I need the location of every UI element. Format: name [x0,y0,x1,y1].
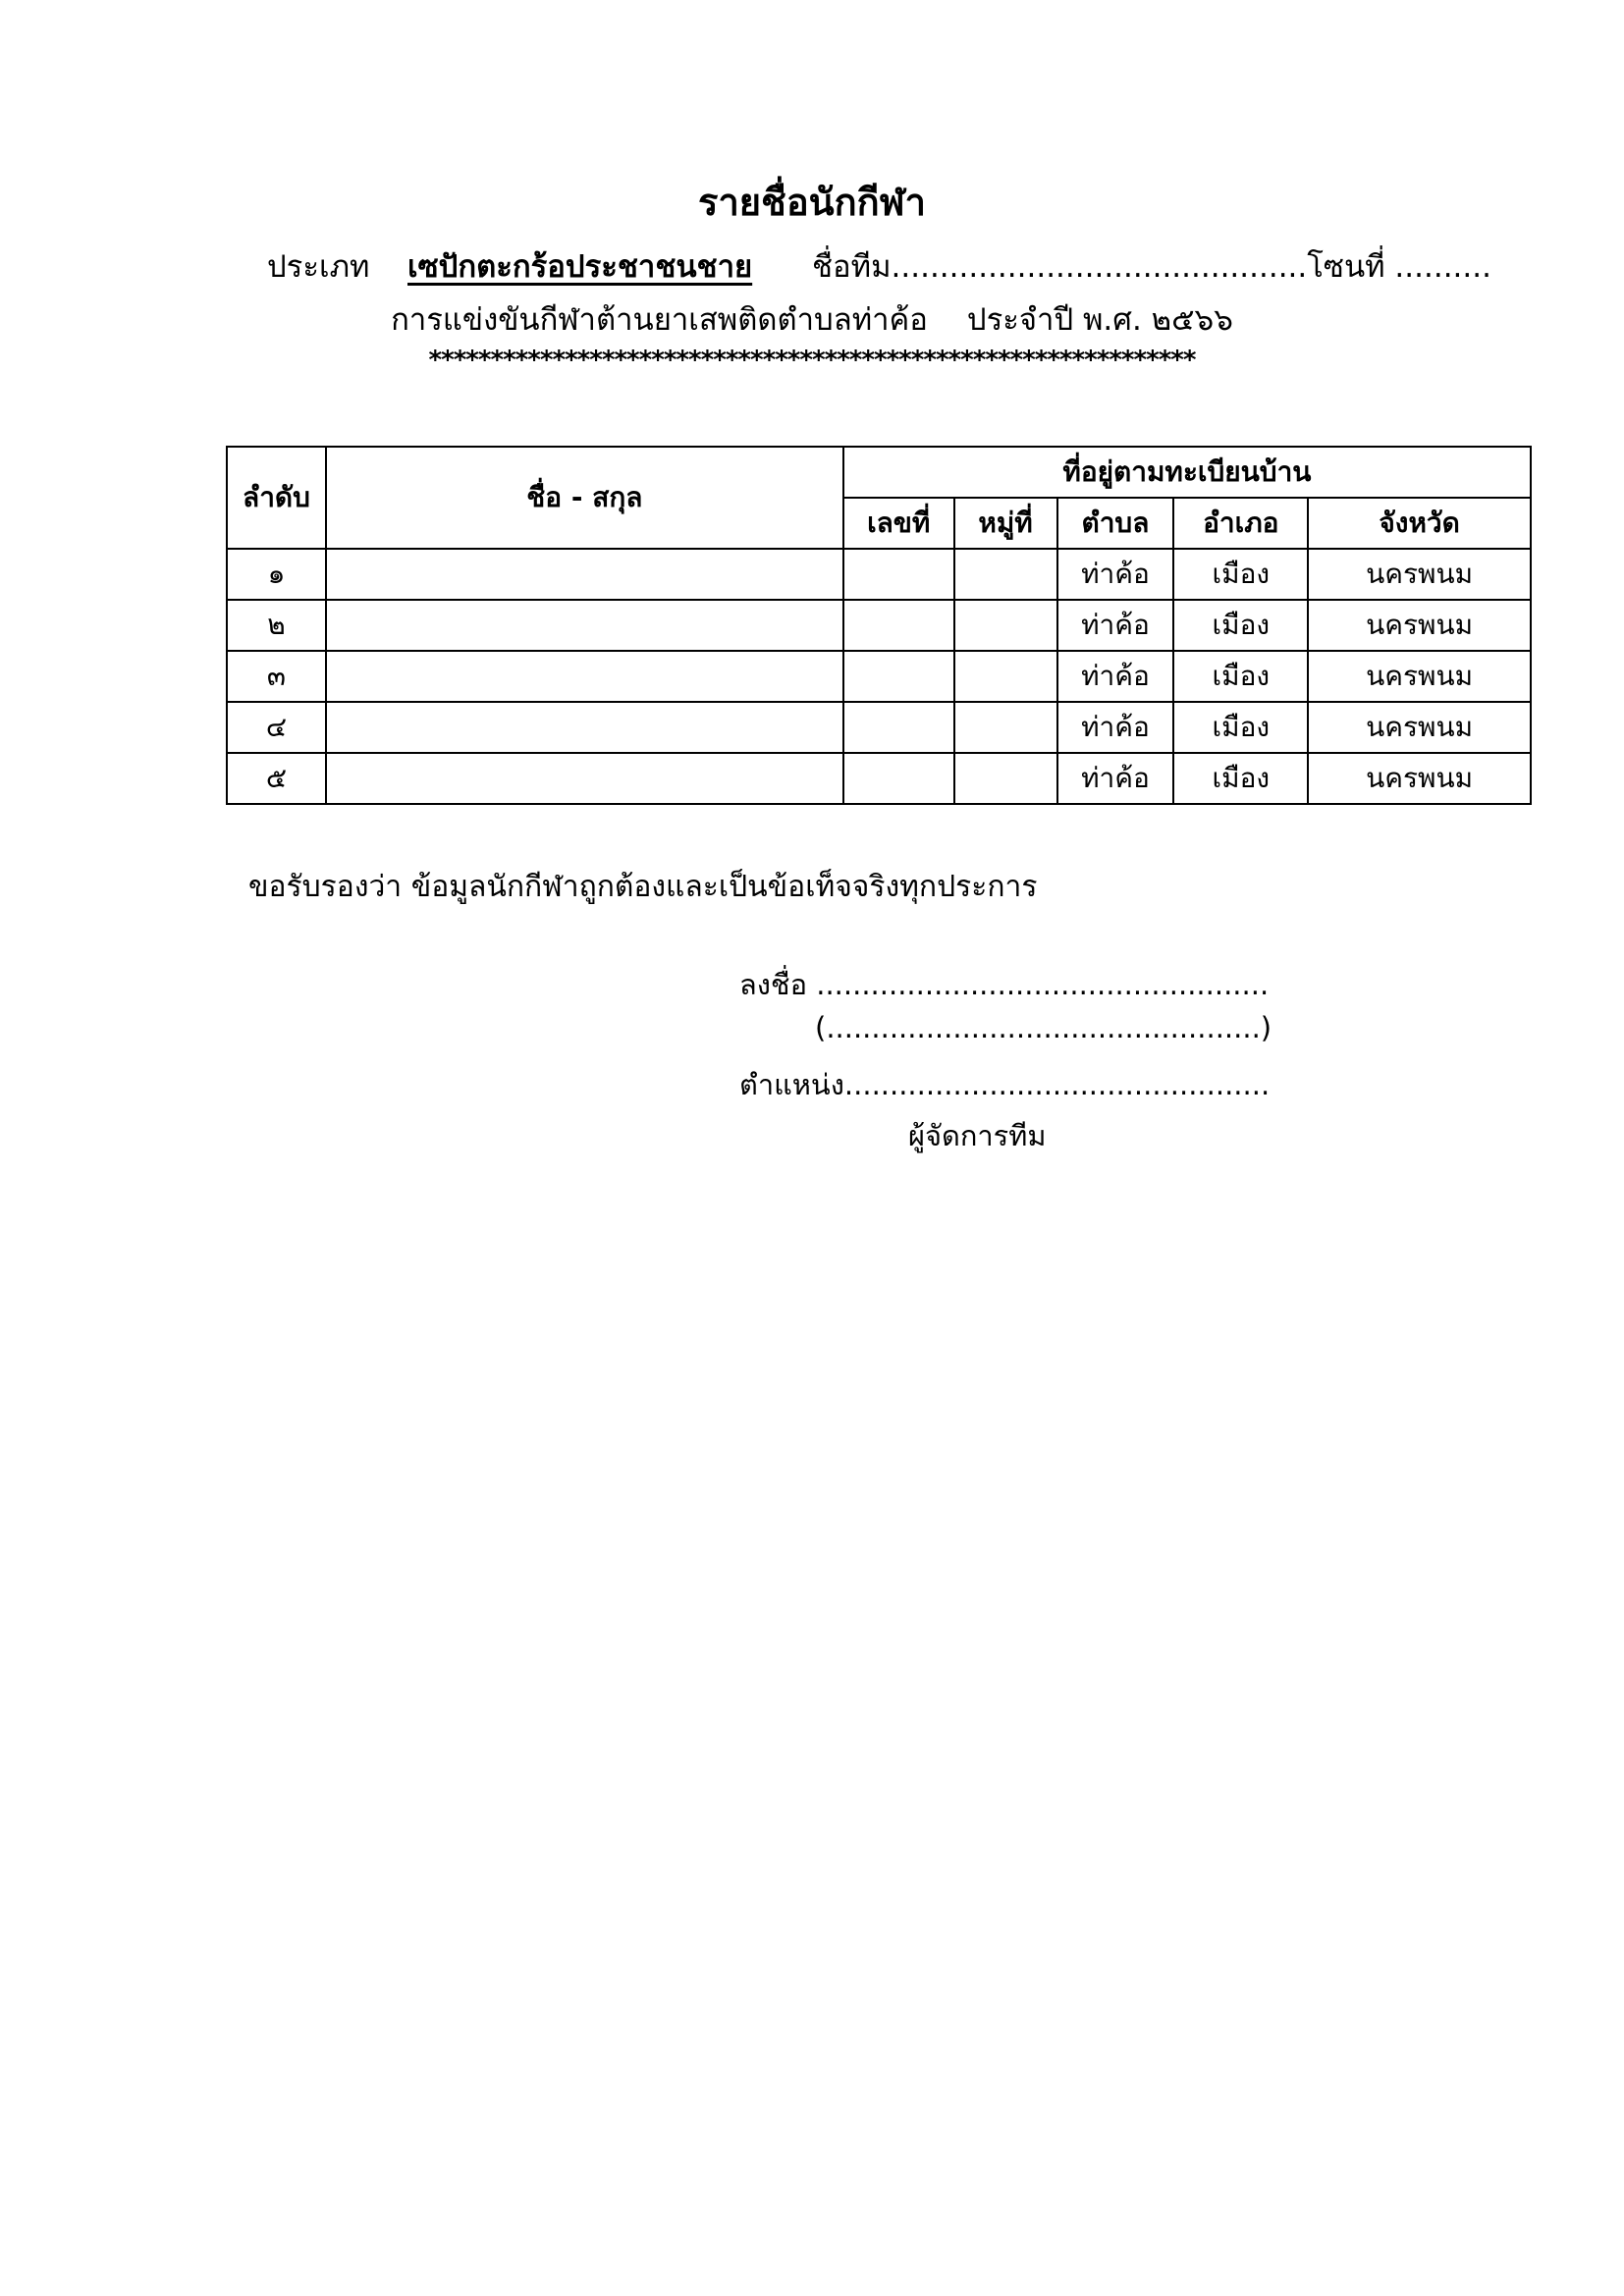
row-name [326,549,843,600]
header-name: ชื่อ - สกุล [326,447,843,549]
table-row [227,549,1531,600]
header-tambon: ตำบล [1057,498,1174,549]
table-row [227,702,1531,753]
header-address: ที่อยู่ตามทะเบียนบ้าน [843,447,1531,498]
divider: ************************************************************** [428,346,1196,375]
category-label: ประเภท [267,249,370,285]
row-tambon: ท่าค้อ [1057,651,1174,702]
row-province: นครพนม [1308,651,1531,702]
row-house-no [843,702,954,753]
row-house-no [843,651,954,702]
row-province: นครพนม [1308,753,1531,804]
row-moo [954,702,1057,753]
row-amphoe: เมือง [1173,753,1308,804]
header-amphoe: อำเภอ [1173,498,1308,549]
row-house-no [843,549,954,600]
signature-line: ลงชื่อ .................................................. [739,968,1270,1001]
athlete-table [226,446,1532,805]
row-no: ๑ [227,549,326,600]
row-name [326,600,843,651]
document-title: รายชื่อนักกีฬา [698,181,926,224]
header-province: จังหวัด [1308,498,1531,549]
row-amphoe: เมือง [1173,702,1308,753]
row-name [326,651,843,702]
row-no: ๓ [227,651,326,702]
table-row [227,600,1531,651]
row-name [326,753,843,804]
row-moo [954,753,1057,804]
table-row [227,651,1531,702]
certification-text: ขอรับรองว่า ข้อมูลนักกีฬาถูกต้องและเป็นข้อเท็จจริงทุกประการ [248,870,1038,904]
row-no: ๕ [227,753,326,804]
row-province: นครพนม [1308,702,1531,753]
row-name [326,702,843,753]
row-tambon: ท่าค้อ [1057,702,1174,753]
row-house-no [843,600,954,651]
signatory-name-line: (................................................) [815,1011,1272,1044]
row-amphoe: เมือง [1173,600,1308,651]
signatory-role: ผู้จัดการทีม [908,1119,1047,1152]
header-moo: หมู่ที่ [954,498,1057,549]
row-amphoe: เมือง [1173,651,1308,702]
team-zone-field: ชื่อทีม...........................................โซนที่ .......... [812,249,1491,285]
row-province: นครพนม [1308,549,1531,600]
row-moo [954,651,1057,702]
row-tambon: ท่าค้อ [1057,600,1174,651]
sport-type: เซปักตะกร้อประชาชนชาย [407,249,753,285]
header-house-no: เลขที่ [843,498,954,549]
row-no: ๒ [227,600,326,651]
row-tambon: ท่าค้อ [1057,549,1174,600]
row-moo [954,549,1057,600]
event-line [0,294,1624,344]
row-amphoe: เมือง [1173,549,1308,600]
event-year: ประจำปี พ.ศ. ๒๕๖๖ [966,302,1233,338]
row-house-no [843,753,954,804]
position-line: ตำแหน่ง............................................... [739,1068,1271,1101]
row-no: ๔ [227,702,326,753]
row-moo [954,600,1057,651]
event-name: การแข่งขันกีฬาต้านยาเสพติดตำบลท่าค้อ [391,302,928,338]
row-province: นครพนม [1308,600,1531,651]
header-no: ลำดับ [227,447,326,549]
row-tambon: ท่าค้อ [1057,753,1174,804]
table-row [227,753,1531,804]
